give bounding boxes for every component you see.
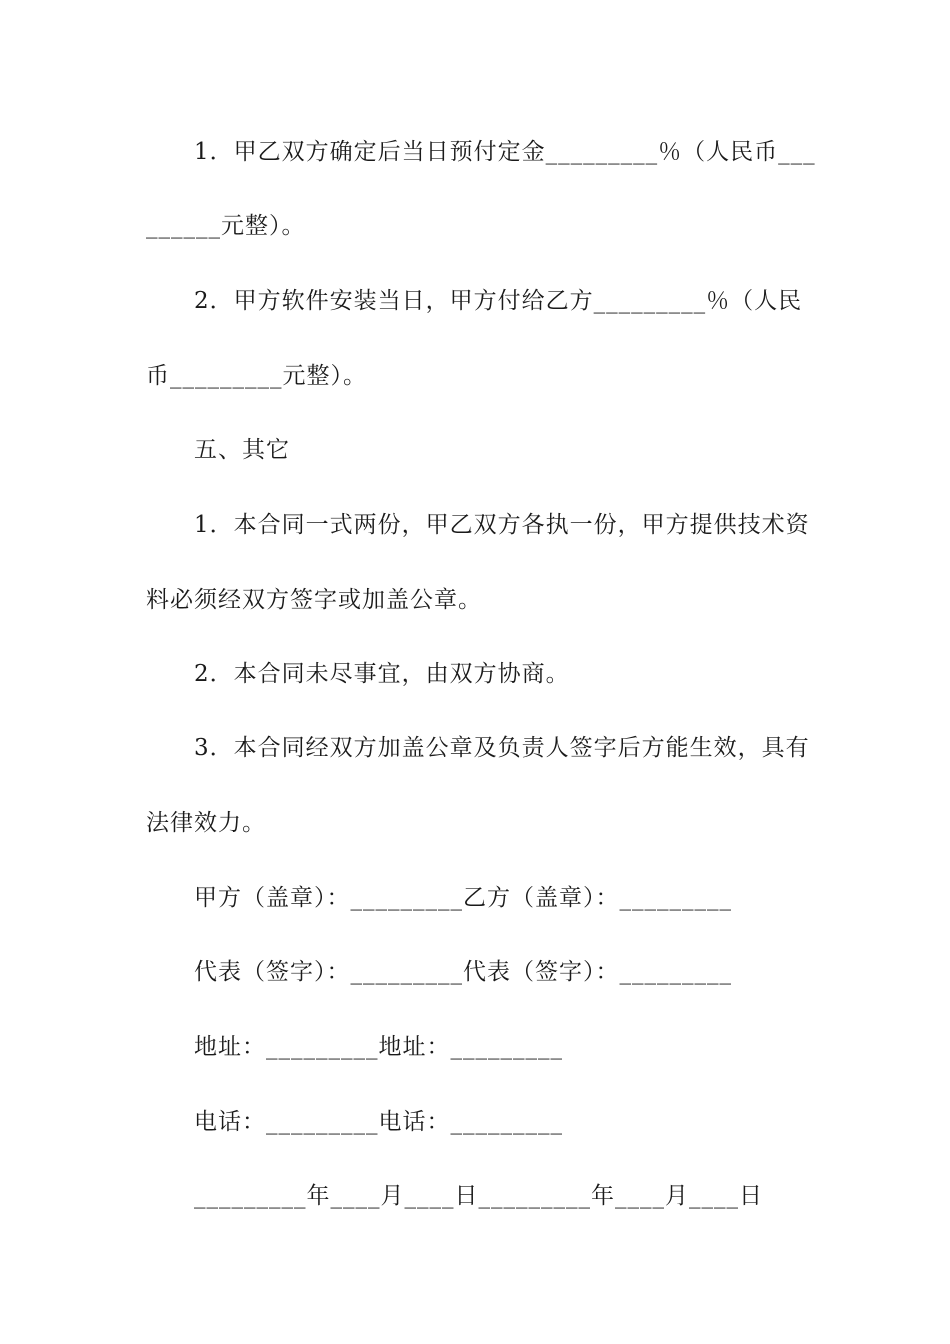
payment-clause-2-line-1: 2．甲方软件安装当日，甲方付给乙方_________％（人民 [194, 288, 803, 314]
payment-clause-1-line-2: ______元整）。 [146, 213, 306, 239]
signature-representative-line: 代表（签字）：_________代表（签字）：_________ [194, 959, 732, 985]
signature-seal-line: 甲方（盖章）：_________乙方（盖章）：_________ [194, 885, 732, 911]
signature-address-line: 地址：_________地址：_________ [194, 1034, 563, 1060]
section-heading-other: 五、其它 [194, 437, 290, 463]
other-clause-1-line-1: 1．本合同一式两份，甲乙双方各执一份，甲方提供技术资 [194, 512, 810, 538]
signature-phone-line: 电话：_________电话：_________ [194, 1109, 563, 1135]
signature-date-line: _________年____月____日_________年____月____日 [194, 1183, 763, 1209]
other-clause-3-line-2: 法律效力。 [146, 810, 266, 836]
payment-clause-2-line-2: 币_________元整）。 [146, 363, 367, 389]
other-clause-2: 2．本合同未尽事宜，由双方协商。 [194, 661, 570, 687]
payment-clause-1-line-1: 1．甲乙双方确定后当日预付定金_________％（人民币___ [194, 139, 816, 165]
other-clause-3-line-1: 3．本合同经双方加盖公章及负责人签字后方能生效，具有 [194, 735, 810, 761]
other-clause-1-line-2: 料必须经双方签字或加盖公章。 [146, 587, 482, 613]
